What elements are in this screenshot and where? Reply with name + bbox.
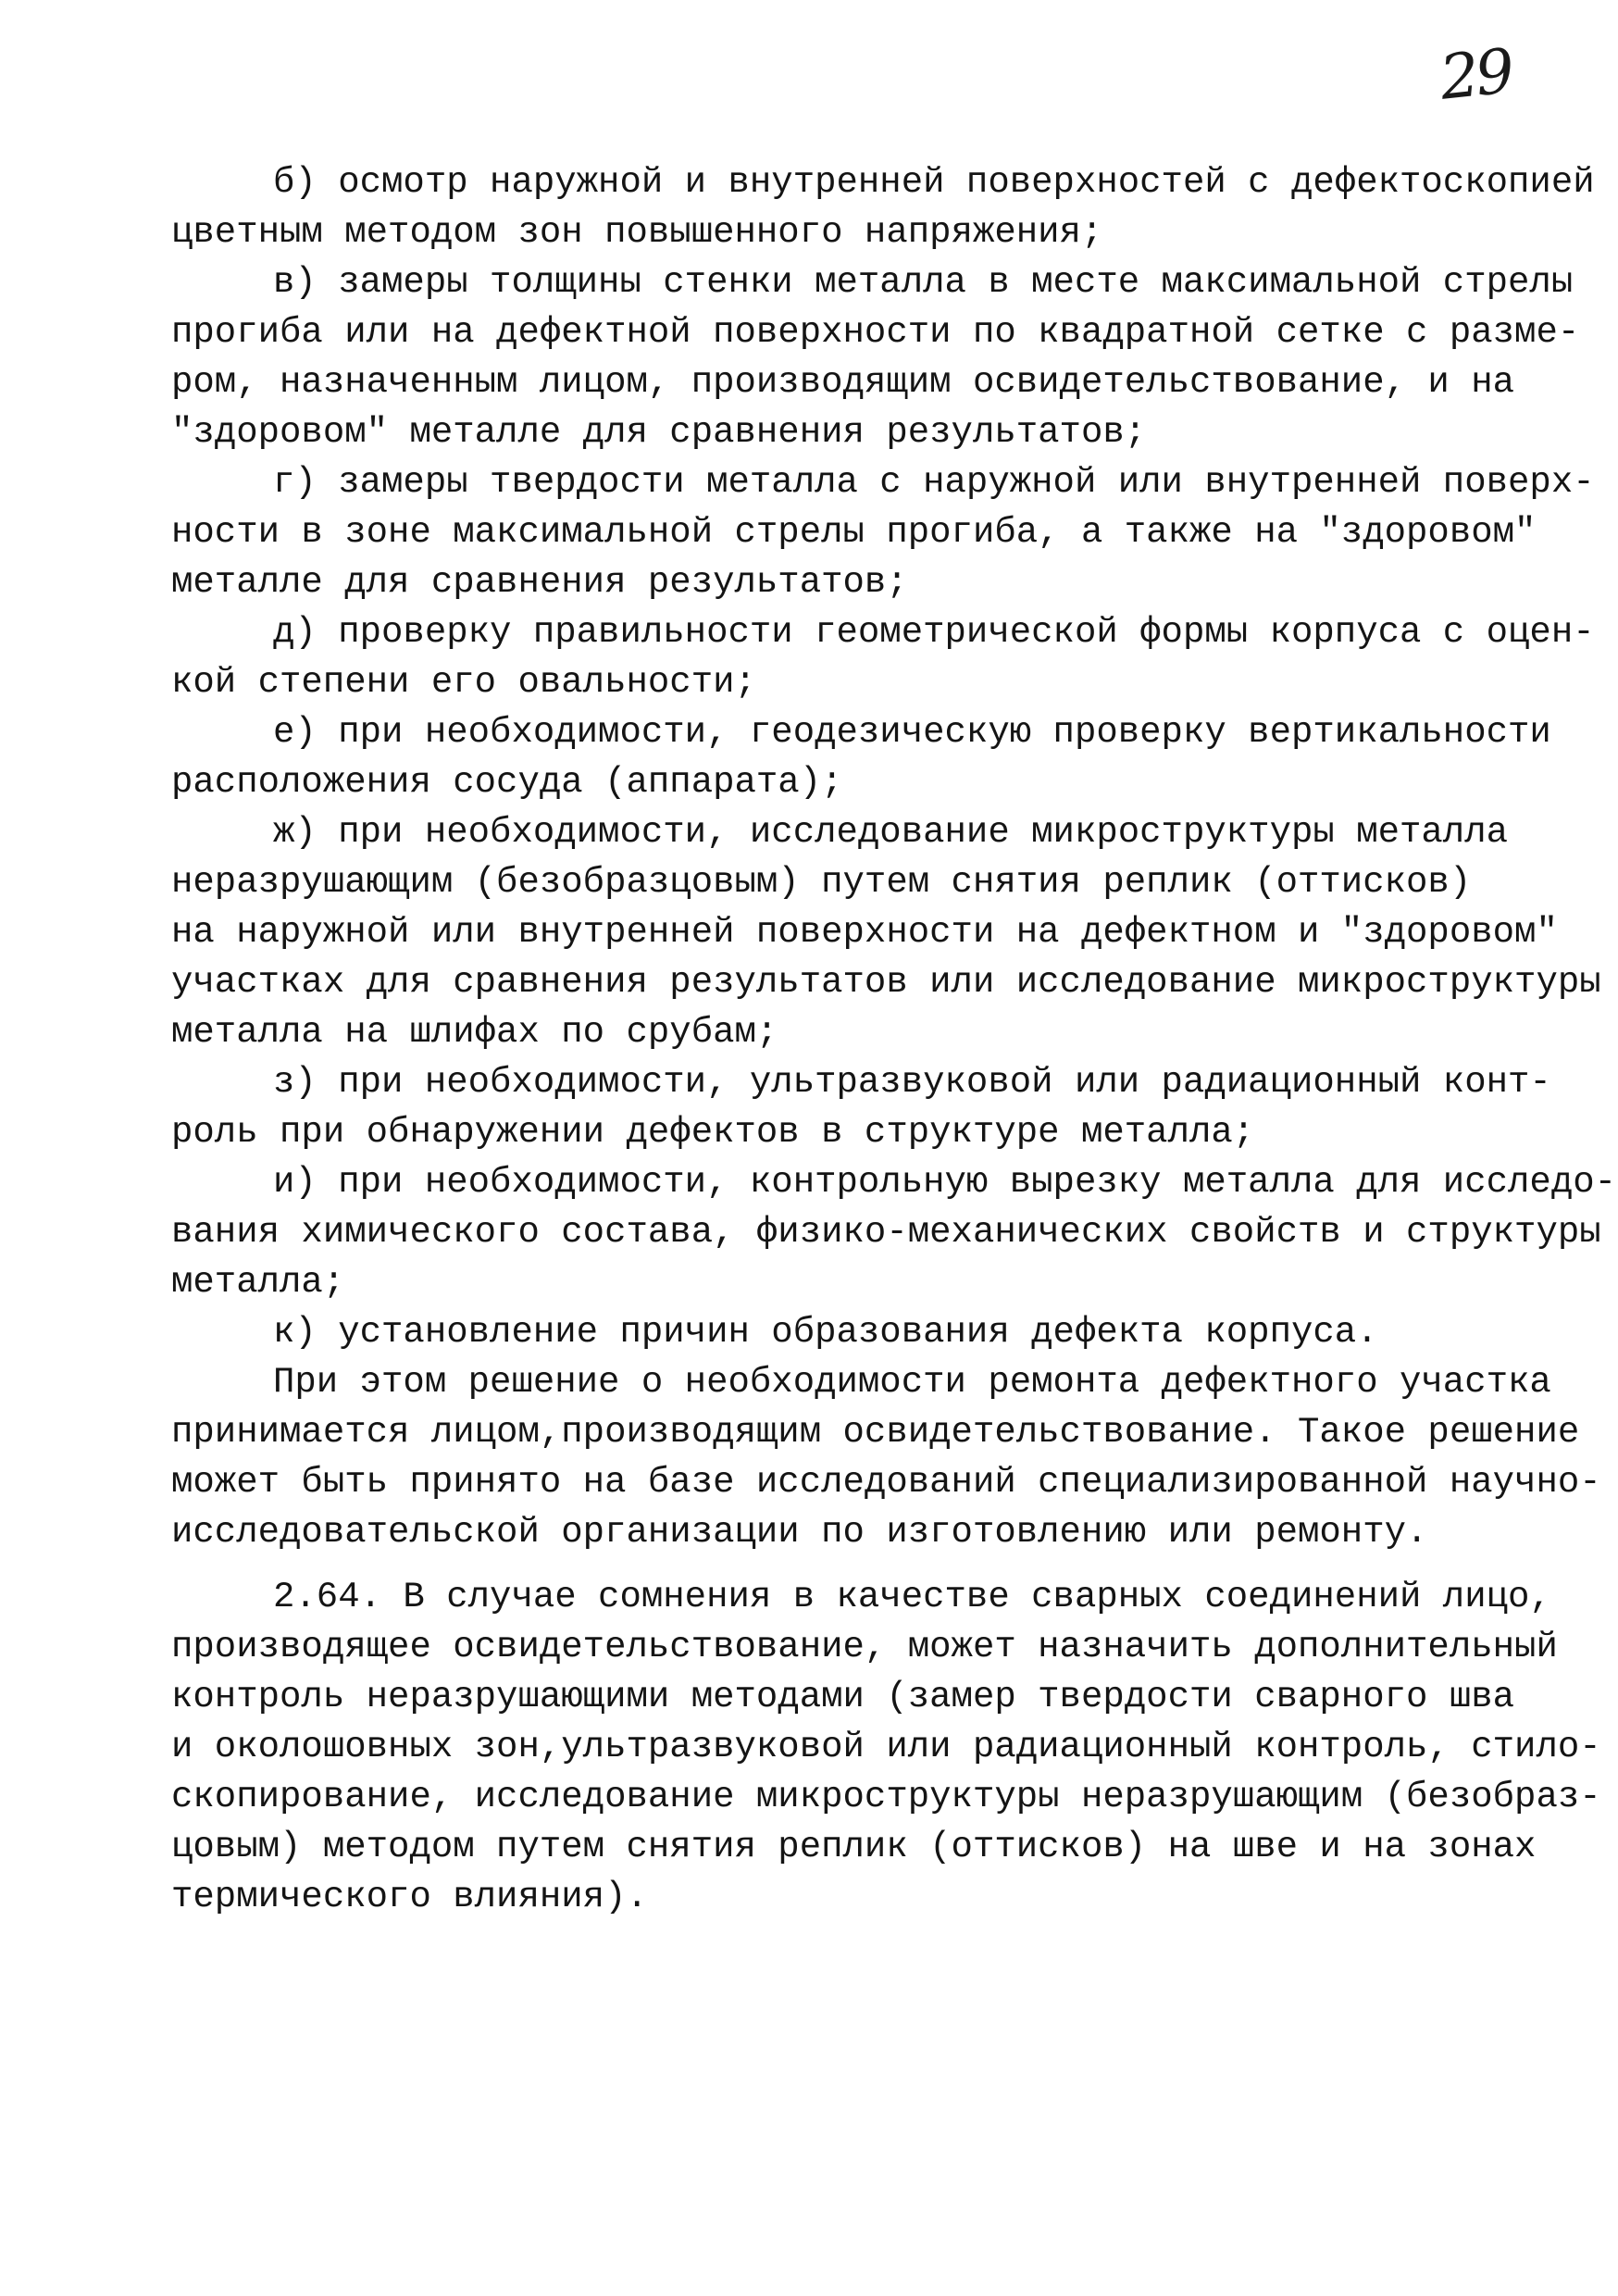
text-line: участках для сравнения результатов или исследование микроструктуры [171,962,1601,1003]
text-line: исследовательской организации по изготовлению или ремонту. [171,1512,1428,1553]
paragraph-item-b [171,157,1595,257]
text-line: металле для сравнения результатов; [171,562,908,603]
text-line: б) осмотр наружной и внутренней поверхностей с дефектоскопией [273,162,1595,203]
paragraph-item-d [171,607,1595,707]
paragraph-decision [171,1357,1601,1557]
text-line: цовым) методом путем снятия реплик (оттисков) на шве и на зонах [171,1827,1537,1867]
text-line: контроль неразрушающими методами (замер твердости сварного шва [171,1677,1515,1717]
text-line: неразрушающим (безобразцовым) путем снятия реплик (оттисков) [171,862,1472,903]
text-line: ж) при необходимости, исследование микроструктуры металла [273,812,1509,853]
text-line: термического влияния). [171,1877,648,1917]
text-line: кой степени его овальности; [171,662,756,703]
text-line: роль при обнаружении дефектов в структуре металла; [171,1112,1255,1153]
document-body [171,157,1617,1922]
text-line: и околошовных зон,ультразвуковой или радиационный контроль, стило- [171,1727,1601,1767]
text-line: производящее освидетельствование, может назначить дополнительный [171,1627,1558,1667]
text-line: металла; [171,1262,345,1303]
paragraph-spacer [171,1557,1509,1572]
text-line: д) проверку правильности геометрической формы корпуса с оцен- [273,612,1595,653]
text-line: на наружной или внутренней поверхности на дефектном и "здоровом" [171,912,1558,953]
text-line: цветным методом зон повышенного напряжения; [171,212,1103,253]
text-line: ности в зоне максимальной стрелы прогиба, а также на "здоровом" [171,512,1537,553]
text-line: расположения сосуда (аппарата); [171,762,843,803]
text-line: скопирование, исследование микроструктуры неразрушающим (безобраз- [171,1777,1601,1817]
paragraph-item-z [171,1057,1551,1157]
paragraph-clause-2-64 [171,1572,1601,1922]
text-line: При этом решение о необходимости ремонта дефектного участка [273,1362,1551,1403]
text-line: прогиба или на дефектной поверхности по квадратной сетке с разме- [171,312,1580,353]
text-line: е) при необходимости, геодезическую проверку вертикальности [273,712,1551,753]
paragraph-item-i [171,1157,1617,1307]
page-number: 29 [1437,35,1514,114]
text-line: 2.64. В случае сомнения в качестве сварных соединений лицо, [273,1577,1551,1617]
text-line: з) при необходимости, ультразвуковой или радиационный конт- [273,1062,1551,1103]
text-line: ром, назначенным лицом, производящим освидетельствование, и на [171,362,1515,403]
text-line: металла на шлифах по срубам; [171,1012,778,1053]
paragraph-item-g [171,457,1595,607]
text-line: к) установление причин образования дефекта корпуса. [273,1312,1378,1353]
text-line: может быть принято на базе исследований специализированной научно- [171,1462,1601,1503]
text-line: вания химического состава, физико-механических свойств и структуры [171,1212,1601,1253]
paragraph-item-zh [171,807,1601,1057]
text-line: принимается лицом,производящим освидетельствование. Такое решение [171,1412,1580,1453]
paragraph-item-e [171,707,1551,807]
text-line: в) замеры толщины стенки металла в месте максимальной стрелы [273,262,1574,303]
text-line: г) замеры твердости металла с наружной или внутренней поверх- [273,462,1595,503]
text-line: и) при необходимости, контрольную вырезку металла для исследо- [273,1162,1617,1203]
paragraph-item-k [171,1307,1509,1357]
paragraph-item-v [171,257,1580,457]
text-line: "здоровом" металле для сравнения результатов; [171,412,1147,453]
